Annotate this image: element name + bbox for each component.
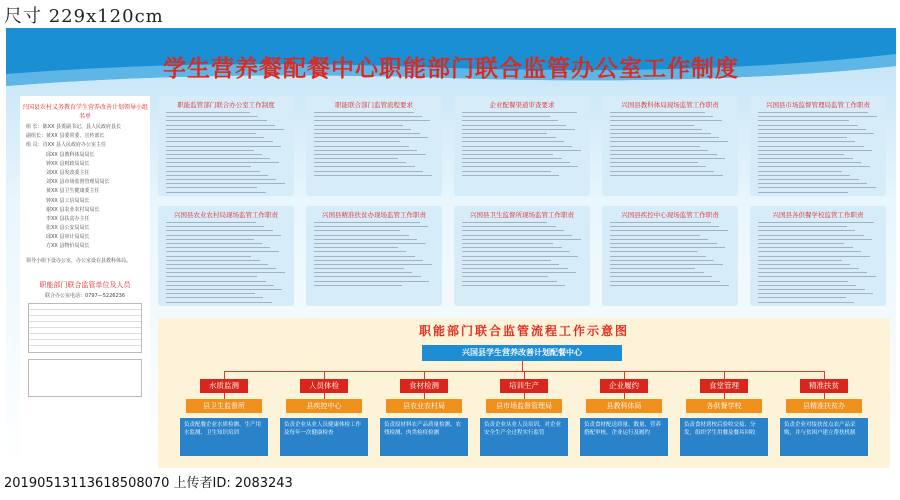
task-node: 企业履约 — [600, 379, 648, 393]
node-connector — [624, 371, 625, 379]
task-node: 培训生产 — [500, 379, 548, 393]
center-node: 兴国县学生营养改善计划配餐中心 — [422, 345, 622, 361]
contact-table-2 — [28, 359, 142, 397]
flow-diagram — [158, 318, 890, 468]
duty-panel-title: 兴国县精准扶贫办现场监管工作职责 — [322, 211, 426, 219]
node-connector — [824, 371, 825, 379]
duty-panel — [306, 96, 442, 196]
department-node: 县市场监督管理局 — [486, 399, 562, 413]
duty-panel — [306, 206, 442, 306]
member-row: 邱XX 县审计局局长 — [26, 234, 90, 241]
leadership-title: 兴国县农村义务教育学生营养改善计划领导小组名单 — [21, 104, 148, 120]
duty-panel-text — [758, 112, 878, 196]
duty-description: 负责食材到校后验收交接、分发，组织学生用餐及餐具回收 — [680, 418, 768, 456]
duty-panel — [602, 96, 738, 196]
display-board — [6, 28, 896, 468]
leadership-note: 领导小组下设办公室，办公室设在县教科体局。 — [26, 257, 132, 264]
footer-text: 20190513113618508070 上传者ID: 2083243 — [4, 476, 293, 491]
department-node: 县卫生监督所 — [186, 399, 262, 413]
department-node: 县疾控中心 — [286, 399, 362, 413]
duty-description: 负责企业从业人员健康体检工作及每年一次健康检查 — [280, 418, 368, 456]
member-row: 刘XX 县发改委主任 — [26, 169, 90, 176]
member-row: 组 员：肖XX 县人民政府办公室主任 — [26, 142, 107, 149]
duty-panel — [158, 206, 294, 306]
member-row: 黄XX 县卫生健康委主任 — [26, 188, 100, 195]
duty-description: 负责食材配送质量、数量、营养搭配审核，企业运行及履约 — [580, 418, 668, 456]
duty-panel-text — [462, 112, 582, 179]
duty-panel — [750, 206, 886, 306]
node-connector — [524, 371, 525, 379]
task-node: 人员体检 — [300, 379, 348, 393]
left-column — [20, 96, 150, 468]
duty-description: 负责企业从业人员培训，对企业安全生产全过程实行监管 — [480, 418, 568, 456]
duty-panel-text — [166, 222, 286, 306]
size-label: 尺寸 229x120cm — [4, 6, 164, 27]
member-row: 副组长：黄XX 县委常委、宣传部长 — [26, 133, 105, 140]
duty-panel-title: 兴国县市场监督管理局监管工作职责 — [766, 101, 870, 109]
contact-phone: 联合办公室电话：0797—5226236 — [45, 292, 125, 299]
duty-panel — [602, 206, 738, 306]
duty-description: 负责企业对接扶贫点农产品采购，并与贫困户建立帮扶机制 — [780, 418, 868, 456]
center-connector — [522, 361, 523, 371]
contact-table — [28, 303, 142, 353]
node-connector — [224, 371, 225, 379]
member-list — [20, 120, 150, 255]
duty-panel — [750, 96, 886, 196]
department-node: 县精准扶贫办 — [786, 399, 862, 413]
duty-panel-text — [314, 222, 434, 289]
duty-panel — [454, 206, 590, 306]
member-row: 方XX 县物价局局长 — [26, 243, 90, 250]
duty-panel-text — [610, 112, 730, 179]
member-row: 钟XX 县财政局局长 — [26, 160, 90, 167]
duty-panel-title: 兴国县农业农村局现场监管工作职责 — [174, 211, 278, 219]
duty-panel-text — [758, 222, 878, 306]
department-node: 县农业农村局 — [386, 399, 462, 413]
member-row: 谢XX 县农业农村局局长 — [26, 206, 100, 213]
department-node: 县教科体局 — [586, 399, 662, 413]
task-node: 精准扶贫 — [800, 379, 848, 393]
duty-panel-title: 兴国县各供餐学校监管工作职责 — [772, 211, 864, 219]
node-connector — [324, 371, 325, 379]
node-connector — [424, 371, 425, 379]
duty-panel-text — [462, 222, 582, 289]
duty-panel-title: 企业配餐渠道审查要求 — [489, 101, 555, 109]
page-title: 学生营养餐配餐中心职能部门联合监管办公室工作制度 — [163, 56, 739, 82]
duty-panel-title: 兴国县教科体局现场监管工作职责 — [621, 101, 719, 109]
member-row: 李XX 县扶贫办主任 — [26, 215, 90, 222]
duty-panel-text — [610, 222, 730, 289]
duty-description: 负责配餐企业水质检测、生产用水监测、卫生知识培训 — [180, 418, 268, 456]
member-row: 钟XX 县工信局局长 — [26, 197, 90, 204]
member-row: 张XX 县公安局局长 — [26, 225, 90, 232]
duty-panel-title: 职能监管部门联合办公室工作制度 — [177, 101, 275, 109]
duty-panel-text — [314, 112, 434, 179]
duty-panel — [158, 96, 294, 196]
duty-panel-title: 兴国县卫生监督所现场监管工作职责 — [470, 211, 574, 219]
duty-panel-title: 职能联合部门监管流程要求 — [335, 101, 413, 109]
flow-title: 职能部门联合监管流程工作示意图 — [418, 324, 629, 338]
task-node: 水质监测 — [200, 379, 248, 393]
member-row: 邱XX 县教科体局局长 — [26, 151, 95, 158]
duty-panel-title: 兴国县疾控中心现场监管工作职责 — [621, 211, 719, 219]
duty-panel-text — [166, 112, 286, 196]
duty-panel — [454, 96, 590, 196]
contact-title: 职能部门联合监管单位及人员 — [39, 280, 131, 289]
department-node: 各供餐学校 — [686, 399, 762, 413]
member-row: 刘XX 县市场监督管理局局长 — [26, 179, 110, 186]
duty-description: 负责原材料农产品质量检测、农残检测、肉类检疫检测 — [380, 418, 468, 456]
task-node: 食材检测 — [400, 379, 448, 393]
member-row: 组 长：陈XX 县委副书记、县人民政府县长 — [26, 124, 122, 130]
node-connector — [724, 371, 725, 379]
task-node: 食堂管理 — [700, 379, 748, 393]
